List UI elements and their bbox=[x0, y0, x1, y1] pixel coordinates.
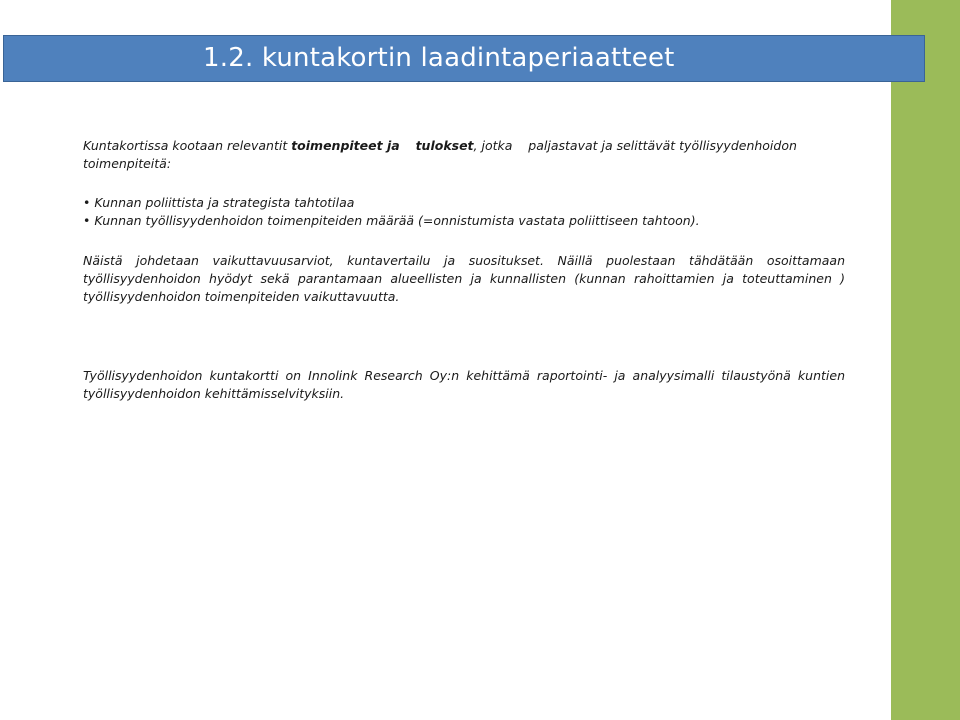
bullet-dot: • bbox=[83, 195, 91, 210]
footer-paragraph bbox=[83, 367, 845, 403]
bullet-text: Kunnan poliittista ja strategista tahtotilaa bbox=[94, 195, 355, 210]
footer-line-1: Työllisyydenhoidon kuntakortti on Innolink Research Oy:n kehittämä raportointi- ja analyysimalli tilaustyönä kuntien bbox=[83, 368, 845, 383]
analysis-line-2: työllisyydenhoidon hyödyt sekä parantamaan alueellisten ja kunnallisten (kunnan rahoittamien ja toteuttaminen ) bbox=[83, 271, 845, 286]
analysis-line-3: työllisyydenhoidon toimenpiteiden vaikuttavuutta. bbox=[83, 289, 400, 304]
analysis-line-1: Näistä johdetaan vaikuttavuusarviot, kuntavertailu ja suositukset. Näillä puolestaan tähdätään osoittamaan bbox=[83, 253, 845, 268]
intro-text-1: Kuntakortissa kootaan relevantit bbox=[83, 138, 292, 153]
bullet-dot: • bbox=[83, 213, 91, 228]
intro-line-2: toimenpiteitä: bbox=[83, 156, 172, 171]
intro-gap bbox=[400, 138, 416, 153]
intro-bold-measures: toimenpiteet ja bbox=[291, 138, 400, 153]
intro-line-1 bbox=[83, 137, 853, 155]
intro-text-2: , jotka paljastavat ja selittävät työllisyydenhoidon bbox=[473, 138, 797, 153]
side-accent-bar bbox=[891, 0, 960, 720]
intro-bold-results: tulokset bbox=[415, 138, 474, 153]
footer-line-2: työllisyydenhoidon kehittämisselvityksiin. bbox=[83, 386, 345, 401]
bullet-item bbox=[83, 194, 354, 212]
bullet-text: Kunnan työllisyydenhoidon toimenpiteiden määrää (=onnistumista vastata poliittiseen tahtoon). bbox=[94, 213, 700, 228]
analysis-paragraph bbox=[83, 252, 845, 306]
page-title: 1.2. kuntakortin laadintaperiaatteet bbox=[203, 43, 675, 73]
bullet-item bbox=[83, 212, 700, 230]
intro-paragraph bbox=[83, 137, 853, 173]
